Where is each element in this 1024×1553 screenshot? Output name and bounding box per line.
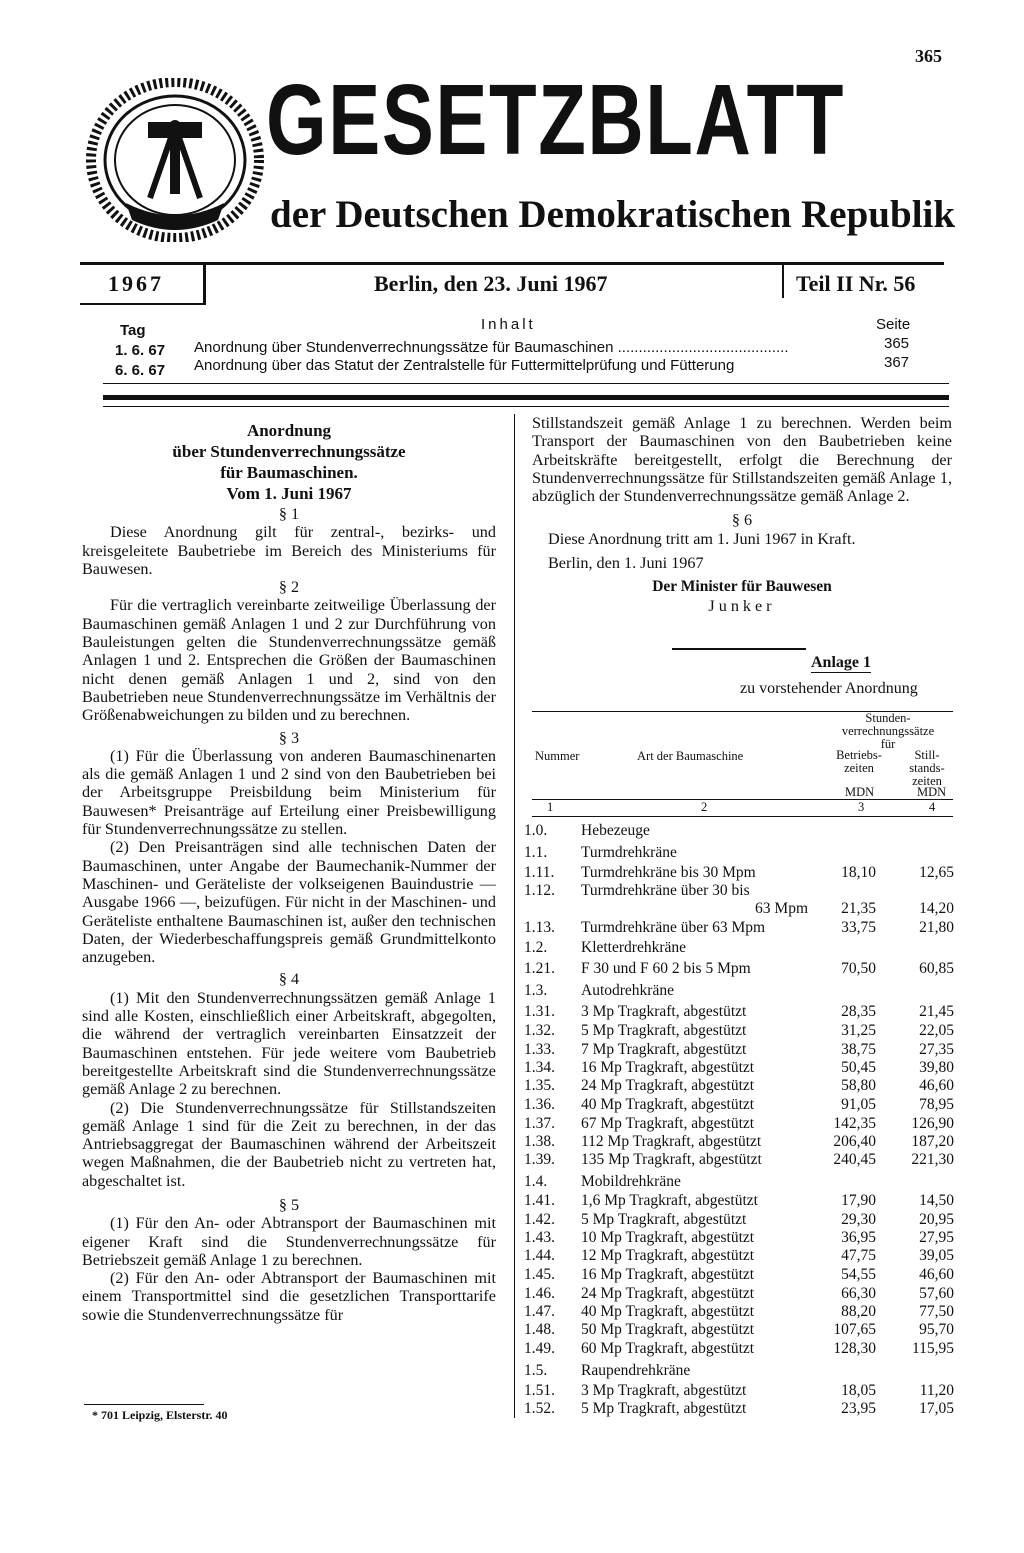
table-cell-number: 1.42. (524, 1211, 555, 1228)
table-cell-operating-rate: 38,75 (841, 1041, 876, 1058)
table-cell-standstill-rate: 17,05 (919, 1400, 954, 1417)
table-cell-number: 1.34. (524, 1059, 555, 1076)
table-row (524, 1285, 954, 1303)
table-cell-machine: 112 Mp Tragkraft, abgestützt (581, 1133, 762, 1150)
table-cell-machine: 50 Mp Tragkraft, abgestützt (581, 1321, 755, 1338)
table-cell-operating-rate: 206,40 (833, 1133, 876, 1150)
contents-rule (103, 406, 949, 407)
table-cell-machine: Turmdrehkräne bis 30 Mpm (581, 864, 756, 881)
footnote: * 701 Leipzig, Elsterstr. 40 (92, 1408, 228, 1422)
table-cell-number: 1.37. (524, 1115, 555, 1132)
table-cell-standstill-rate: 39,05 (919, 1247, 954, 1264)
table-header-art: Art der Baumaschine (637, 749, 744, 763)
table-row (524, 1211, 954, 1229)
table-cell-number: 1.49. (524, 1340, 555, 1357)
paragraph: (2) Für den An- oder Abtransport der Baumaschinen mit einem Transportmittel sind die gesetzlichen Transporttarife sowie die Stundenverrechnungssätze für (82, 1269, 496, 1324)
section-heading: § 6 (731, 511, 753, 530)
column-divider (203, 264, 206, 305)
table-cell-standstill-rate: 60,85 (919, 960, 954, 977)
table-cell-number: 1.45. (524, 1266, 555, 1283)
table-cell-operating-rate: 28,35 (841, 1003, 876, 1020)
table-cell-operating-rate: 17,90 (841, 1192, 876, 1209)
ordinance-heading: Anordnung (246, 421, 332, 440)
table-row (524, 1362, 954, 1380)
section-heading: § 2 (278, 578, 300, 597)
table-cell-machine: Autodrehkräne (581, 982, 674, 999)
contents-item-date: 1. 6. 67 (115, 342, 166, 359)
table-cell-number: 1.43. (524, 1229, 555, 1246)
table-row (524, 1115, 954, 1133)
gazette-title: GESETZBLATT (266, 64, 846, 176)
table-col-index: 1 (547, 800, 554, 814)
table-cell-operating-rate: 128,30 (833, 1340, 876, 1357)
table-rule (532, 799, 953, 800)
table-cell-operating-rate: 142,35 (833, 1115, 876, 1132)
table-cell-operating-rate: 70,50 (841, 960, 876, 977)
table-cell-operating-rate: 29,30 (841, 1211, 876, 1228)
table-header-mdn: MDN (917, 785, 947, 799)
table-cell-machine: 5 Mp Tragkraft, abgestützt (581, 1400, 747, 1417)
page-number: 365 (915, 46, 942, 66)
section-heading: § 4 (278, 970, 300, 989)
table-row (524, 1382, 954, 1400)
table-cell-standstill-rate: 12,65 (919, 864, 954, 881)
ordinance-heading: für Baumaschinen. (220, 463, 358, 482)
table-cell-standstill-rate: 126,90 (911, 1115, 954, 1132)
table-cell-machine: 24 Mp Tragkraft, abgestützt (581, 1077, 755, 1094)
section-heading: § 3 (278, 728, 300, 747)
table-header-group: Stunden- verrechnungssätze für (841, 711, 935, 751)
table-cell-machine: 5 Mp Tragkraft, abgestützt (581, 1211, 747, 1228)
table-cell-machine: 24 Mp Tragkraft, abgestützt (581, 1285, 755, 1302)
table-cell-machine: F 30 und F 60 2 bis 5 Mpm (581, 960, 751, 977)
table-col-index: 3 (858, 800, 865, 814)
signatory-title: Der Minister für Bauwesen (652, 578, 832, 596)
table-cell-standstill-rate: 21,80 (919, 919, 954, 936)
table-row (524, 960, 954, 978)
table-cell-number: 1.38. (524, 1133, 555, 1150)
ordinance-heading: über Stundenverrechnungssätze (172, 442, 406, 461)
table-row (524, 1059, 954, 1077)
table-cell-number: 1.13. (524, 919, 555, 936)
rate-table (524, 822, 954, 1417)
table-row (524, 822, 954, 840)
table-cell-machine: 40 Mp Tragkraft, abgestützt (581, 1303, 755, 1320)
table-cell-standstill-rate: 95,70 (919, 1321, 954, 1338)
table-row (524, 1266, 954, 1284)
table-cell-standstill-rate: 21,45 (919, 1003, 954, 1020)
table-cell-standstill-rate: 46,60 (919, 1266, 954, 1283)
table-row (524, 864, 954, 882)
table-cell-standstill-rate: 187,20 (911, 1133, 954, 1150)
table-cell-number: 1.52. (524, 1400, 555, 1417)
table-cell-operating-rate: 21,35 (841, 900, 876, 917)
contents-item-text: Anordnung über das Statut der Zentralstelle für Futtermittelprüfung und Fütterung (194, 357, 735, 374)
contents-item-page: 367 (884, 354, 910, 371)
table-cell-machine: Hebezeuge (581, 822, 650, 839)
contents-tag-label: Tag (120, 322, 146, 339)
table-cell-standstill-rate: 39,80 (919, 1059, 954, 1076)
table-cell-number: 1.35. (524, 1077, 555, 1094)
footnote-rule (84, 1404, 204, 1405)
table-cell-operating-rate: 31,25 (841, 1022, 876, 1039)
contents-item-page: 365 (884, 335, 910, 352)
table-row (524, 1022, 954, 1040)
table-header-mdn: MDN (845, 785, 875, 799)
table-cell-machine: 16 Mp Tragkraft, abgestützt (581, 1266, 755, 1283)
table-rule (532, 816, 953, 817)
table-cell-machine: Turmdrehkräne über 63 Mpm (581, 919, 766, 936)
table-row (524, 939, 954, 957)
right-column (532, 414, 952, 615)
table-header-betrieb: Betriebs- zeiten (836, 748, 882, 775)
table-cell-operating-rate: 240,45 (833, 1151, 876, 1168)
table-cell-number: 1.1. (524, 844, 548, 861)
table-row (524, 1173, 954, 1191)
table-cell-number: 1.11. (524, 864, 555, 881)
table-cell-machine: 10 Mp Tragkraft, abgestützt (581, 1229, 755, 1246)
table-col-index: 2 (701, 800, 708, 814)
table-cell-machine: 3 Mp Tragkraft, abgestützt (581, 1382, 747, 1399)
table-row (524, 1133, 954, 1151)
table-cell-number: 1.41. (524, 1192, 555, 1209)
annex-subheading: zu vorstehender Anordnung (740, 680, 918, 697)
table-cell-number: 1.5. (524, 1362, 548, 1379)
table-cell-standstill-rate: 11,20 (919, 1382, 954, 1399)
column-divider (782, 264, 784, 298)
signature-rule (672, 648, 806, 650)
table-cell-number: 1.32. (524, 1022, 555, 1039)
table-cell-number: 1.12. (524, 882, 555, 899)
header-rule (80, 262, 944, 265)
left-column (82, 420, 496, 1324)
table-cell-standstill-rate: 22,05 (919, 1022, 954, 1039)
table-cell-standstill-rate: 77,50 (919, 1303, 954, 1320)
table-cell-operating-rate: 23,95 (841, 1400, 876, 1417)
table-cell-operating-rate: 36,95 (841, 1229, 876, 1246)
table-row (524, 882, 954, 900)
paragraph: (2) Die Stundenverrechnungssätze für Stillstandszeiten gemäß Anlage 1 sind für die Zeit zu berechnen, in der das Antriebsaggregat der Baumaschinen während der Arbeitszeit wegen Maßnahmen, die der Baubetrieb nicht zu vertreten hat, abgeschaltet ist. (82, 1098, 496, 1190)
table-cell-standstill-rate: 14,50 (919, 1192, 954, 1209)
contents-item-text: Anordnung über Stundenverrechnungssätze für Baumaschinen ......................................... (194, 339, 789, 356)
table-cell-machine: 12 Mp Tragkraft, abgestützt (581, 1247, 755, 1264)
gazette-year: 1967 (108, 271, 164, 296)
table-cell-number: 1.21. (524, 960, 555, 977)
table-cell-number: 1.39. (524, 1151, 555, 1168)
table-cell-operating-rate: 18,05 (841, 1382, 876, 1399)
table-cell-number: 1.46. (524, 1285, 555, 1302)
table-cell-operating-rate: 58,80 (841, 1077, 876, 1094)
signatory-name: Junker (708, 596, 776, 615)
table-cell-standstill-rate: 115,95 (911, 1340, 954, 1357)
table-row (524, 1041, 954, 1059)
table-cell-machine: 7 Mp Tragkraft, abgestützt (581, 1041, 747, 1058)
table-row (524, 1303, 954, 1321)
issue-number: Teil II Nr. 56 (796, 271, 916, 296)
table-cell-standstill-rate: 14,20 (919, 900, 954, 917)
table-cell-number: 1.44. (524, 1247, 555, 1264)
table-cell-operating-rate: 33,75 (841, 919, 876, 936)
table-cell-machine: Turmdrehkräne über 30 bis (581, 882, 750, 899)
table-cell-operating-rate: 50,45 (841, 1059, 876, 1076)
paragraph: (1) Mit den Stundenverrechnungssätzen gemäß Anlage 1 sind alle Kosten, einschließlich einer Arbeitskraft, abgegolten, die während der vertraglich vereinbarten Einsatzzeit der Baumaschinen entstehen. Für jede weitere vom Baubetrieb bereitgestellte Arbeitskraft sind die Stundenverrechnungssätze gemäß Anlage 2 zu berechnen. (82, 988, 496, 1099)
issue-date: Berlin, den 23. Juni 1967 (374, 271, 608, 296)
table-row (524, 1096, 954, 1114)
paragraph: Stillstandszeit gemäß Anlage 1 zu berechnen. Werden beim Transport der Baumaschinen von den Baubetrieben keine Arbeitskräfte bereitgestellt, erfolgt die Berechnung der Stundenverrechnungssätze für Stillstandszeiten gemäß Anlage 1, abzüglich der Stundenverrechnungssätze gemäß Anlage 2. (532, 414, 952, 506)
table-row (524, 982, 954, 1000)
table-cell-number: 1.36. (524, 1096, 555, 1113)
contents-rule (103, 383, 949, 384)
section-heading: § 5 (278, 1195, 300, 1214)
table-cell-machine: 5 Mp Tragkraft, abgestützt (581, 1022, 747, 1039)
table-cell-operating-rate: 107,65 (833, 1321, 876, 1338)
table-row (524, 1192, 954, 1210)
table-row (524, 844, 954, 862)
table-cell-machine: Turmdrehkräne (581, 844, 677, 861)
table-cell-standstill-rate: 20,95 (919, 1211, 954, 1228)
table-cell-machine: 40 Mp Tragkraft, abgestützt (581, 1096, 755, 1113)
gazette-subtitle: der Deutschen Demokratischen Republik (270, 193, 956, 236)
paragraph: (1) Für den An- oder Abtransport der Baumaschinen mit eigener Kraft sind die Stundenverrechnungssätze für Betriebszeit gemäß Anlage 1 zu berechnen. (82, 1214, 496, 1269)
signature-place: Berlin, den 1. Juni 1967 (548, 554, 704, 573)
table-row (524, 1077, 954, 1095)
paragraph: Für die vertraglich vereinbarte zeitweilige Überlassung der Baumaschinen gemäß Anlagen 1 und 2 zur Durchführung von Bauleistungen gelten die Stundenverrechnungssätze gemäß Anlagen 1 und 2. Entsprechen die Größen der Baumaschinen nicht denen gemäß Anlagen 1 und 2, sind von den Baubetrieben neue Stundenverrechnungssätze im Verhältnis der Größenabweichungen zu bilden und zu berechnen. (82, 596, 496, 725)
annex-heading: Anlage 1 (811, 654, 871, 671)
table-header-nummer: Nummer (535, 749, 580, 763)
table-cell-number: 1.31. (524, 1003, 555, 1020)
table-cell-number: 1.4. (524, 1173, 548, 1190)
header-rule-bottom (80, 303, 204, 305)
table-cell-machine: 1,6 Mp Tragkraft, abgestützt (581, 1192, 758, 1209)
table-row (524, 1247, 954, 1265)
table-cell-standstill-rate: 46,60 (919, 1077, 954, 1094)
table-cell-number: 1.51. (524, 1382, 555, 1399)
table-cell-standstill-rate: 27,35 (919, 1041, 954, 1058)
table-cell-standstill-rate: 57,60 (919, 1285, 954, 1302)
table-cell-standstill-rate: 78,95 (919, 1096, 954, 1113)
paragraph: Diese Anordnung tritt am 1. Juni 1967 in Kraft. (548, 529, 856, 548)
table-col-index: 4 (929, 800, 936, 814)
table-cell-operating-rate: 66,30 (841, 1285, 876, 1302)
table-cell-number: 1.0. (524, 822, 548, 839)
table-cell-machine: Kletterdrehkräne (581, 939, 686, 956)
table-row (524, 1400, 954, 1418)
table-row (524, 1321, 954, 1339)
paragraph: (2) Den Preisanträgen sind alle technischen Daten der Baumaschinen, unter Angabe der Baumechanik-Nummer der Maschinen- und Geräteliste der volkseigenen Bauindustrie — Ausgabe 1966 —, beizufügen. Für nicht in der Maschinen- und Geräteliste enthaltene Baumaschinen ist, außer den technischen Daten, der Wiederbeschaffungspreis gemäß Grundmittelkonto anzugeben. (82, 838, 496, 967)
table-cell-machine: 135 Mp Tragkraft, abgestützt (581, 1151, 762, 1168)
table-cell-operating-rate: 54,55 (841, 1266, 876, 1283)
table-row (524, 1229, 954, 1247)
table-cell-number: 1.3. (524, 982, 548, 999)
state-emblem-icon (86, 78, 264, 242)
contents-item-date: 6. 6. 67 (115, 362, 166, 379)
table-cell-machine: 63 Mpm (755, 900, 808, 917)
ordinance-date: Vom 1. Juni 1967 (226, 484, 352, 503)
table-cell-machine: 60 Mp Tragkraft, abgestützt (581, 1340, 755, 1357)
section-heading: § 1 (278, 505, 300, 523)
table-cell-machine: 3 Mp Tragkraft, abgestützt (581, 1003, 747, 1020)
table-cell-operating-rate: 91,05 (841, 1096, 876, 1113)
table-row (524, 900, 954, 918)
table-cell-machine: Mobildrehkräne (581, 1173, 681, 1190)
table-cell-operating-rate: 47,75 (841, 1247, 876, 1264)
table-cell-number: 1.47. (524, 1303, 555, 1320)
table-cell-machine: 16 Mp Tragkraft, abgestützt (581, 1059, 755, 1076)
table-cell-standstill-rate: 221,30 (911, 1151, 954, 1168)
contents-rule-thick (103, 395, 949, 400)
table-cell-machine: Raupendrehkräne (581, 1362, 691, 1379)
table-cell-number: 1.2. (524, 939, 548, 956)
column-divider (514, 414, 515, 1418)
paragraph: Diese Anordnung gilt für zentral-, bezirks- und kreisgeleitete Baubetriebe im Bereich des Ministeriums für Bauwesen. (82, 523, 496, 578)
paragraph: (1) Für die Überlassung von anderen Baumaschinenarten als die gemäß Anlagen 1 und 2 sind von den Baubetrieben bei der Arbeitsgruppe Preisbildung beim Ministerium für Bauwesen* Preisanträge auf Erteilung einer Preisbewilligung für Stundenverrechnungssätze zu stellen. (82, 746, 496, 839)
table-cell-number: 1.48. (524, 1321, 555, 1338)
contents-title: Inhalt (481, 316, 536, 333)
table-row (524, 919, 954, 937)
table-cell-operating-rate: 88,20 (841, 1303, 876, 1320)
table-cell-machine: 67 Mp Tragkraft, abgestützt (581, 1115, 755, 1132)
contents-seite-label: Seite (876, 316, 911, 333)
table-header-still: Still- stands- zeiten (909, 748, 945, 788)
table-row (524, 1340, 954, 1358)
table-row (524, 1003, 954, 1021)
table-cell-operating-rate: 18,10 (841, 864, 876, 881)
table-cell-number: 1.33. (524, 1041, 555, 1058)
table-cell-standstill-rate: 27,95 (919, 1229, 954, 1246)
table-row (524, 1151, 954, 1169)
